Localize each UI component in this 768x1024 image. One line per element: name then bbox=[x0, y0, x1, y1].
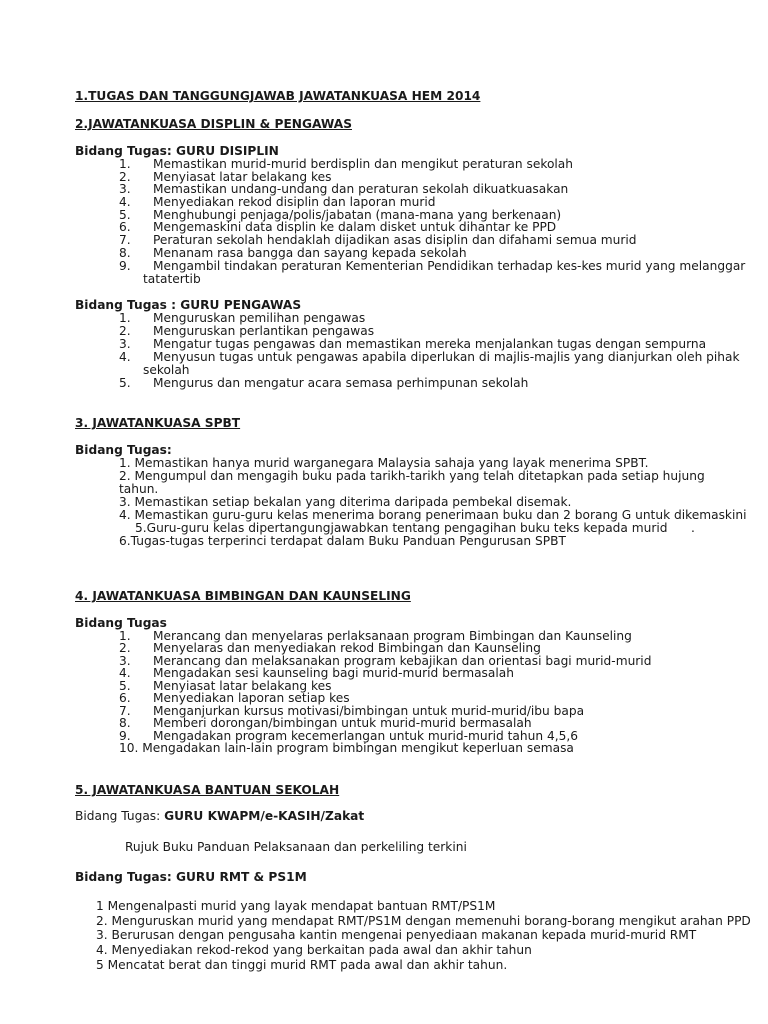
item-text: Mengadakan sesi kaunseling bagi murid-murid bermasalah bbox=[153, 666, 514, 680]
item-number: 2. bbox=[119, 324, 131, 338]
list-item: 4. Menyediakan rekod-rekod yang berkaitan pada awal dan akhir tahun bbox=[96, 943, 532, 957]
list-item: 2. Mengumpul dan mengagih buku pada tarikh-tarikh yang telah ditetapkan pada setiap hujung bbox=[119, 469, 705, 483]
section-heading-bantuan: 5. JAWATANKUASA BANTUAN SEKOLAH bbox=[75, 783, 340, 797]
item-text: Menghubungi penjaga/polis/jabatan (mana-mana yang berkenaan) bbox=[153, 208, 562, 222]
list-item: 10. Mengadakan lain-lain program bimbingan mengikut keperluan semasa bbox=[119, 741, 574, 755]
item-number: 8. bbox=[119, 716, 131, 730]
item-number: 7. bbox=[119, 704, 131, 718]
list-item: 5 Mencatat berat dan tinggi murid RMT pada awal dan akhir tahun. bbox=[96, 958, 508, 972]
item-number: 2. bbox=[119, 170, 131, 184]
item-number: 3. bbox=[119, 182, 131, 196]
item-number: 3. bbox=[119, 337, 131, 351]
list-item-continued: tahun. bbox=[119, 482, 159, 496]
section-heading-kaunseling: 4. JAWATANKUASA BIMBINGAN DAN KAUNSELING bbox=[75, 589, 411, 603]
item-text: Mengadakan program kecemerlangan untuk murid-murid tahun 4,5,6 bbox=[153, 729, 578, 743]
list-item: 5.Guru-guru kelas dipertangungjawabkan tentang pengagihan buku teks kepada murid bbox=[135, 521, 668, 535]
item-text: Memastikan murid-murid berdisplin dan mengikut peraturan sekolah bbox=[153, 157, 573, 171]
list-item: 3. Memastikan setiap bekalan yang diterima daripada pembekal disemak. bbox=[119, 495, 572, 509]
list-item: 3. Berurusan dengan pengusaha kantin mengenai penyediaan makanan kepada murid-murid RMT bbox=[96, 928, 697, 942]
duty-label-kaunseling: Bidang Tugas bbox=[75, 616, 167, 630]
item-text-continued: tatatertib bbox=[143, 272, 201, 286]
item-text: Menanam rasa bangga dan sayang kepada sekolah bbox=[153, 246, 467, 260]
list-item: 1 Mengenalpasti murid yang layak mendapat bantuan RMT/PS1M bbox=[96, 899, 496, 913]
item-number: 3. bbox=[119, 654, 131, 668]
duty-label-guru-pengawas: Bidang Tugas : GURU PENGAWAS bbox=[75, 298, 302, 312]
item-number: 1. bbox=[119, 629, 131, 643]
item-number: 9. bbox=[119, 729, 131, 743]
reference-note: Rujuk Buku Panduan Pelaksanaan dan perkeliling terkini bbox=[125, 840, 467, 854]
item-text: Memberi dorongan/bimbingan untuk murid-murid bermasalah bbox=[153, 716, 532, 730]
item-text: Menyediakan rekod disiplin dan laporan murid bbox=[153, 195, 436, 209]
item-number: 6. bbox=[119, 691, 131, 705]
duty-label-guru-disiplin: Bidang Tugas: GURU DISIPLIN bbox=[75, 144, 279, 158]
item-text: Memastikan undang-undang dan peraturan sekolah dikuatkuasakan bbox=[153, 182, 569, 196]
item-text-continued: sekolah bbox=[143, 363, 190, 377]
section-heading-spbt: 3. JAWATANKUASA SPBT bbox=[75, 416, 241, 430]
item-number: 4. bbox=[119, 666, 131, 680]
item-text: Mengambil tindakan peraturan Kementerian Pendidikan terhadap kes-kes murid yang melanggar bbox=[153, 259, 746, 273]
item-text: Menyediakan laporan setiap kes bbox=[153, 691, 350, 705]
list-item: 1. Memastikan hanya murid warganegara Malaysia sahaja yang layak menerima SPBT. bbox=[119, 456, 649, 470]
item-text: Menyusun tugas untuk pengawas apabila diperlukan di majlis-majlis yang dianjurkan oleh pihak bbox=[153, 350, 740, 364]
item-number: 7. bbox=[119, 233, 131, 247]
item-number: 5. bbox=[119, 679, 131, 693]
item-number: 5. bbox=[119, 376, 131, 390]
item-text: Mengurus dan mengatur acara semasa perhimpunan sekolah bbox=[153, 376, 529, 390]
item-number: 6. bbox=[119, 220, 131, 234]
item-text: Menyelaras dan menyediakan rekod Bimbingan dan Kaunseling bbox=[153, 641, 541, 655]
item-number: 1. bbox=[119, 311, 131, 325]
item-number: 2. bbox=[119, 641, 131, 655]
item-text: Menyiasat latar belakang kes bbox=[153, 679, 332, 693]
duty-label-role: GURU KWAPM/e-KASIH/Zakat bbox=[164, 809, 365, 823]
item-text: Mengemaskini data displin ke dalam disket untuk dihantar ke PPD bbox=[153, 220, 557, 234]
list-item-trailing-dot: . bbox=[691, 521, 695, 535]
item-number: 4. bbox=[119, 350, 131, 364]
duty-label-prefix: Bidang Tugas: bbox=[75, 809, 165, 823]
item-text: Menganjurkan kursus motivasi/bimbingan untuk murid-murid/ibu bapa bbox=[153, 704, 585, 718]
duty-label-kwapm bbox=[75, 809, 364, 823]
item-text: Menyiasat latar belakang kes bbox=[153, 170, 332, 184]
document-title: 1.TUGAS DAN TANGGUNGJAWAB JAWATANKUASA HEM 2014 bbox=[75, 89, 481, 103]
duty-label-spbt: Bidang Tugas: bbox=[75, 443, 172, 457]
item-text: Menguruskan perlantikan pengawas bbox=[153, 324, 375, 338]
item-text: Merancang dan melaksanakan program kebajikan dan orientasi bagi murid-murid bbox=[153, 654, 652, 668]
item-number: 8. bbox=[119, 246, 131, 260]
item-number: 9. bbox=[119, 259, 131, 273]
item-text: Peraturan sekolah hendaklah dijadikan asas disiplin dan difahami semua murid bbox=[153, 233, 637, 247]
item-text: Menguruskan pemilihan pengawas bbox=[153, 311, 366, 325]
item-number: 5. bbox=[119, 208, 131, 222]
list-item: 4. Memastikan guru-guru kelas menerima borang penerimaan buku dan 2 borang G untuk dikemaskini bbox=[119, 508, 747, 522]
list-item: 6.Tugas-tugas terperinci terdapat dalam Buku Panduan Pengurusan SPBT bbox=[119, 534, 566, 548]
item-number: 4. bbox=[119, 195, 131, 209]
item-text: Merancang dan menyelaras perlaksanaan program Bimbingan dan Kaunseling bbox=[153, 629, 632, 643]
duty-label-rmt: Bidang Tugas: GURU RMT & PS1M bbox=[75, 870, 307, 884]
item-number: 1. bbox=[119, 157, 131, 171]
item-text: Mengatur tugas pengawas dan memastikan mereka menjalankan tugas dengan sempurna bbox=[153, 337, 707, 351]
list-item: 2. Menguruskan murid yang mendapat RMT/PS1M dengan memenuhi borang-borang mengikut arahan PPD bbox=[96, 914, 751, 928]
section-heading-disiplin: 2.JAWATANKUASA DISPLIN & PENGAWAS bbox=[75, 117, 352, 131]
